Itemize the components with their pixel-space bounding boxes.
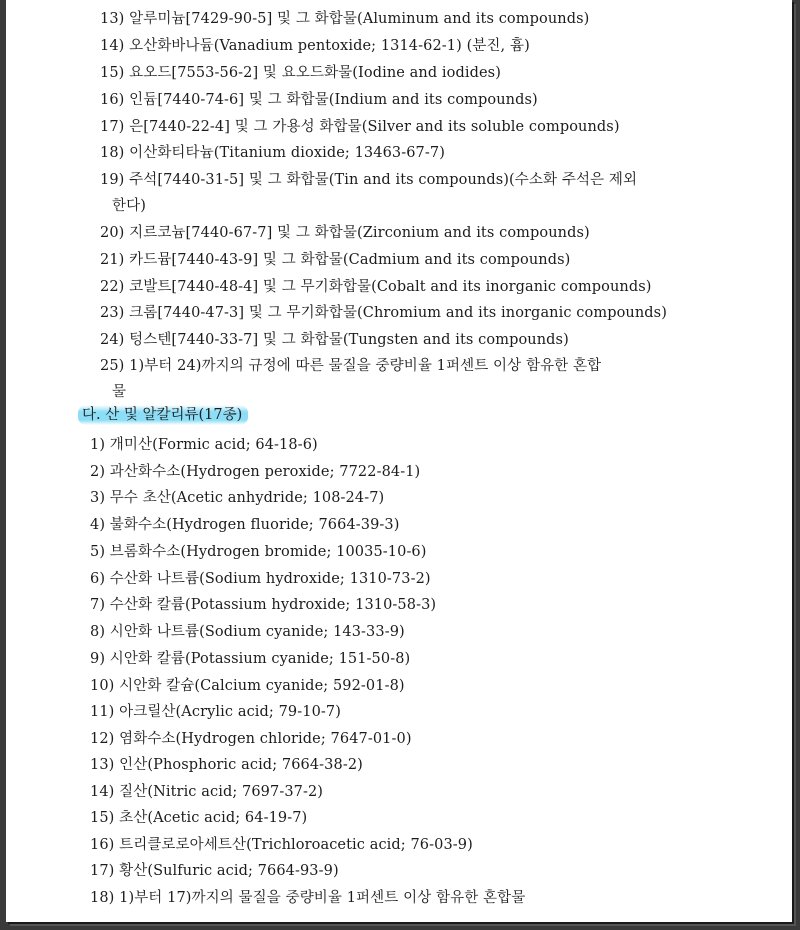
list-item-continuation: 물 [112,384,127,400]
list-item: 22) 코발트[7440-48-4] 및 그 무기화합물(Cobalt and its inorganic compounds) [100,279,652,295]
list-item: 25) 1)부터 24)까지의 규정에 따른 물질을 중량비율 1퍼센트 이상 함유한 혼합 [100,358,602,374]
list-item: 10) 시안화 칼슘(Calcium cyanide; 592-01-8) [90,678,405,694]
list-item-continuation: 한다) [112,198,146,214]
list-item: 16) 인듐[7440-74-6] 및 그 화합물(Indium and its compounds) [100,92,538,108]
list-item: 23) 크롬[7440-47-3] 및 그 무기화합물(Chromium and its inorganic compounds) [100,305,667,321]
list-item: 12) 염화수소(Hydrogen chloride; 7647-01-0) [90,731,412,747]
list-item: 6) 수산화 나트륨(Sodium hydroxide; 1310-73-2) [90,571,431,587]
list-item: 18) 이산화티타늄(Titanium dioxide; 13463-67-7) [100,145,445,161]
list-item: 15) 초산(Acetic acid; 64-19-7) [90,810,308,826]
list-item: 18) 1)부터 17)까지의 물질을 중량비율 1퍼센트 이상 함유한 혼합물 [90,890,526,906]
list-item: 8) 시안화 나트륨(Sodium cyanide; 143-33-9) [90,624,405,640]
list-item: 17) 은[7440-22-4] 및 그 가용성 화합물(Silver and its soluble compounds) [100,119,620,135]
list-item: 13) 인산(Phosphoric acid; 7664-38-2) [90,757,363,773]
list-item: 11) 아크릴산(Acrylic acid; 79-10-7) [90,704,341,720]
list-item: 9) 시안화 칼륨(Potassium cyanide; 151-50-8) [90,651,411,667]
list-item: 17) 황산(Sulfuric acid; 7664-93-9) [90,863,339,879]
list-item: 21) 카드뮴[7440-43-9] 및 그 화합물(Cadmium and its compounds) [100,252,571,268]
document-page [6,0,792,922]
section-heading: 다. 산 및 알칼리류(17종) [78,405,248,425]
list-item: 16) 트리클로로아세트산(Trichloroacetic acid; 76-03-9) [90,837,473,853]
list-item: 14) 질산(Nitric acid; 7697-37-2) [90,784,324,800]
list-item: 2) 과산화수소(Hydrogen peroxide; 7722-84-1) [90,464,421,480]
list-item: 15) 요오드[7553-56-2] 및 요오드화물(Iodine and iodides) [100,65,501,81]
list-item: 14) 오산화바나듐(Vanadium pentoxide; 1314-62-1) (분진, 흄) [100,38,530,54]
list-item: 7) 수산화 칼륨(Potassium hydroxide; 1310-58-3) [90,597,437,613]
list-item: 24) 텅스텐[7440-33-7] 및 그 화합물(Tungsten and its compounds) [100,332,569,348]
list-item: 20) 지르코늄[7440-67-7] 및 그 화합물(Zirconium and its compounds) [100,225,590,241]
list-item: 1) 개미산(Formic acid; 64-18-6) [90,437,318,453]
list-item: 4) 불화수소(Hydrogen fluoride; 7664-39-3) [90,517,400,533]
list-item: 3) 무수 초산(Acetic anhydride; 108-24-7) [90,490,385,506]
list-item: 5) 브롬화수소(Hydrogen bromide; 10035-10-6) [90,544,427,560]
list-item: 13) 알루미늄[7429-90-5] 및 그 화합물(Aluminum and its compounds) [100,11,590,27]
list-item: 19) 주석[7440-31-5] 및 그 화합물(Tin and its compounds)(수소화 주석은 제외 [100,172,638,188]
